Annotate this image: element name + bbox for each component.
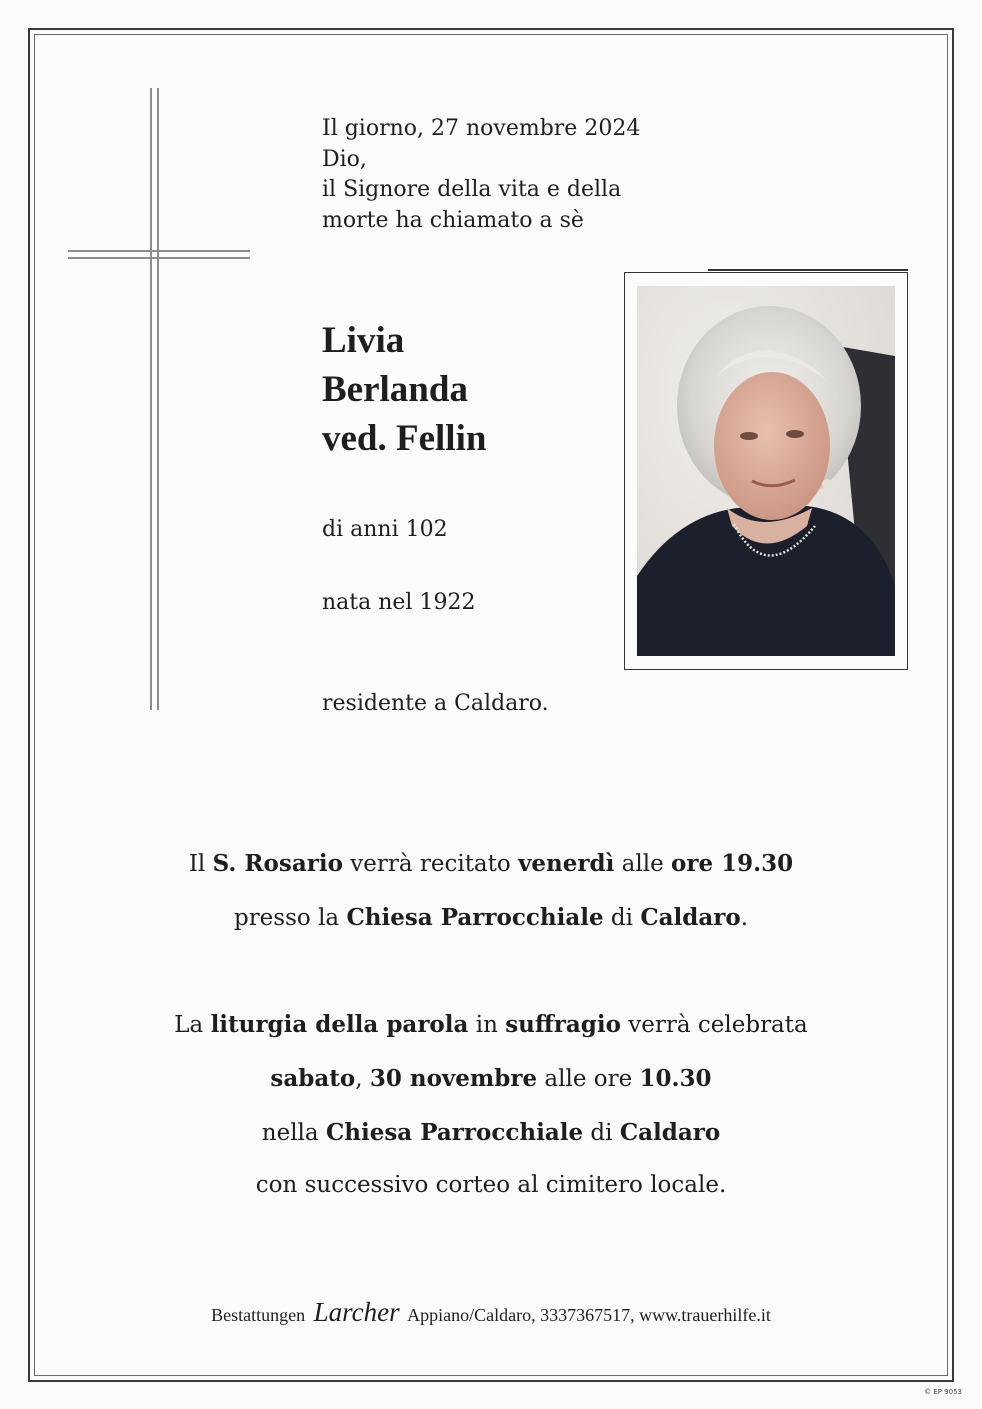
emphasis-text: 10.30 bbox=[639, 1065, 712, 1092]
cross-icon bbox=[150, 88, 159, 710]
deceased-name bbox=[322, 316, 486, 463]
emphasis-text: Chiesa Parrocchiale bbox=[325, 1119, 584, 1146]
first-name: Livia bbox=[322, 320, 405, 361]
birth-text: nata nel 1922 bbox=[322, 590, 476, 615]
rosary-line-2: presso la Chiesa Parrocchiale di Caldaro. bbox=[233, 904, 749, 931]
liturgy-line-1: La liturgia della parola in suffragio verrà celebrata bbox=[174, 1011, 808, 1038]
intro-line: morte ha chiamato a sè bbox=[322, 207, 584, 233]
footer-contact: Appiano/Caldaro, 3337367517, www.trauerhilfe.it bbox=[407, 1305, 771, 1325]
liturgy-line-4: con successivo corteo al cimitero locale. bbox=[255, 1172, 727, 1198]
intro-line: Dio, bbox=[322, 146, 367, 172]
rosary-line-1: Il S. Rosario verrà recitato venerdì alle ore 19.30 bbox=[188, 850, 794, 877]
intro-line: il Signore della vita e della bbox=[322, 177, 622, 202]
emphasis-text: Caldaro bbox=[640, 904, 741, 931]
last-name: Berlanda bbox=[322, 369, 468, 410]
emphasis-text: sabato bbox=[270, 1065, 356, 1092]
footer-prefix: Bestattungen bbox=[211, 1305, 306, 1325]
emphasis-text: 30 novembre bbox=[369, 1065, 538, 1092]
age-text: di anni 102 bbox=[322, 517, 448, 542]
emphasis-text: liturgia della parola bbox=[210, 1011, 469, 1038]
emphasis-text: ore 19.30 bbox=[671, 850, 794, 877]
emphasis-text: S. Rosario bbox=[212, 850, 343, 877]
residence-text: residente a Caldaro. bbox=[322, 691, 549, 716]
cross-icon-bar bbox=[68, 250, 250, 259]
brand-logo: Larcher bbox=[313, 1297, 400, 1327]
portrait-photo bbox=[637, 286, 895, 656]
print-code: © EP 9053 bbox=[924, 1388, 962, 1396]
announcement-intro bbox=[322, 114, 640, 236]
married-name: ved. Fellin bbox=[322, 418, 487, 459]
emphasis-text: venerdì bbox=[518, 850, 615, 877]
intro-line: Il giorno, 27 novembre 2024 bbox=[322, 116, 641, 141]
emphasis-text: suffragio bbox=[505, 1011, 621, 1038]
emphasis-text: Chiesa Parrocchiale bbox=[346, 904, 604, 931]
liturgy-line-3: nella Chiesa Parrocchiale di Caldaro bbox=[261, 1119, 721, 1146]
emphasis-text: Caldaro bbox=[619, 1119, 721, 1146]
liturgy-line-2: sabato, 30 novembre alle ore 10.30 bbox=[270, 1065, 712, 1092]
funeral-home-footer bbox=[60, 1297, 922, 1328]
